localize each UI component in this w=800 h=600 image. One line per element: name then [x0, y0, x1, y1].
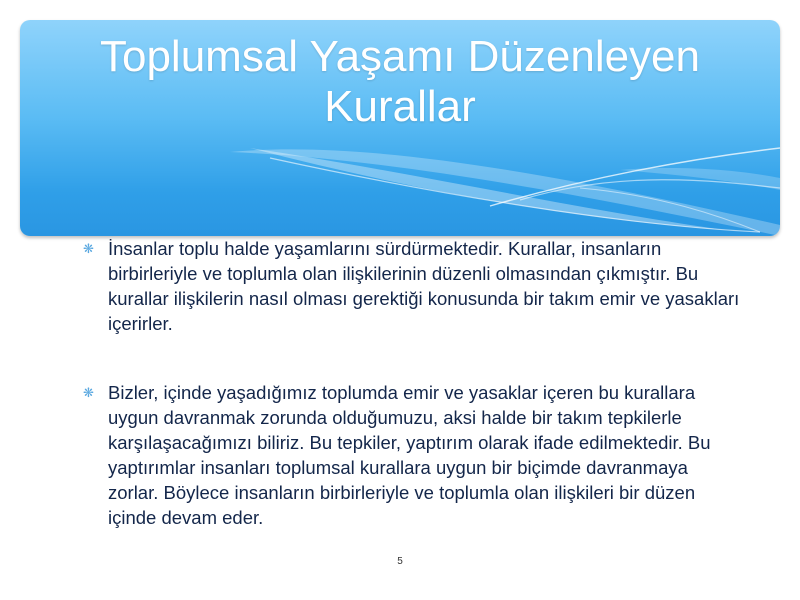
- page-number: 5: [397, 556, 403, 567]
- bullet-list: [80, 236, 740, 530]
- list-item: [80, 380, 740, 530]
- list-item: [80, 236, 740, 336]
- bullet-text: Bizler, içinde yaşadığımız toplumda emir ve yasaklar içeren bu kurallara uygun davranmak zorunda olduğumuzu, aksi halde bir takım tepkilerle karşılaşacağımızı biliriz. Bu tepkiler, yaptırım olarak ifade edilmektedir. Bu yaptırımlar insanları toplumsal kurallara uygun bir biçimde davranmaya zorlar. Böylece insanların birbirleriyle ve toplumla olan ilişkileri bir düzen içinde devam eder.: [108, 382, 711, 528]
- bullet-text: İnsanlar toplu halde yaşamlarını sürdürmektedir. Kurallar, insanların birbirleriyle ve toplumla olan ilişkilerinin düzenli olmasından çıkmıştır. Bu kurallar ilişkilerin nasıl olması gerektiği konusunda bir takım emir ve yasakları içerirler.: [108, 238, 740, 334]
- slide-title: Toplumsal Yaşamı Düzenleyen Kurallar: [99, 32, 700, 131]
- title-banner: [20, 20, 780, 236]
- asterisk-bullet-icon: ❋: [83, 241, 94, 256]
- asterisk-bullet-icon: ❋: [83, 385, 94, 400]
